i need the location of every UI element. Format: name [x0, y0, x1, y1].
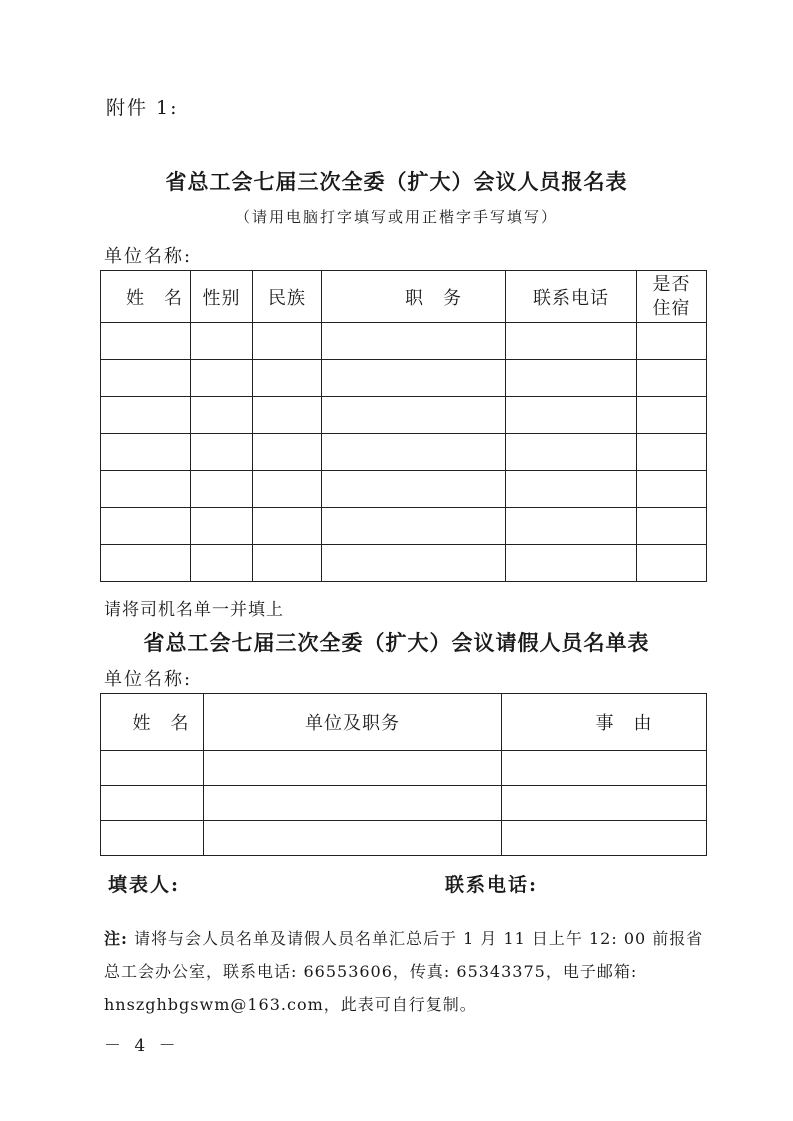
form2-unit-label: 单位名称: [104, 669, 193, 690]
form1-subtitle: （请用电脑打字填写或用正楷字手写填写） [234, 208, 558, 226]
registration-cell[interactable] [253, 434, 322, 471]
registration-row [101, 323, 707, 360]
registration-cell[interactable] [322, 434, 506, 471]
leave-cell[interactable] [204, 786, 502, 821]
leave-row [101, 751, 707, 786]
registration-cell[interactable] [322, 471, 506, 508]
registration-cell[interactable] [506, 434, 637, 471]
registration-cell[interactable] [101, 508, 191, 545]
header-unit-position: 单位及职务 [204, 694, 502, 751]
remark-text: 请将与会人员名单及请假人员名单汇总后于 1 月 11 日上午 12: 00 前报省总工会办公室，联系电话: 66553606，传真: 65343375，电子邮箱: hnszghbgswm@163.com，此表可自行复制。 [104, 929, 704, 1014]
registration-cell[interactable] [322, 360, 506, 397]
registration-cell[interactable] [191, 434, 253, 471]
registration-cell[interactable] [506, 360, 637, 397]
registration-cell[interactable] [191, 397, 253, 434]
registration-header-row [101, 271, 707, 323]
registration-cell[interactable] [253, 545, 322, 582]
header-accommodation-line2: 住宿 [652, 297, 691, 319]
registration-row [101, 545, 707, 582]
leave-cell[interactable] [204, 751, 502, 786]
registration-cell[interactable] [101, 360, 191, 397]
filler-label: 填表人: [108, 874, 181, 896]
leave-cell[interactable] [502, 786, 707, 821]
registration-cell[interactable] [506, 508, 637, 545]
leave-row [101, 821, 707, 856]
header-name: 姓 名 [101, 694, 204, 751]
leave-cell[interactable] [502, 751, 707, 786]
form2-title: 省总工会七届三次全委（扩大）会议请假人员名单表 [143, 630, 650, 655]
registration-cell[interactable] [101, 397, 191, 434]
registration-cell[interactable] [637, 323, 707, 360]
leave-row [101, 786, 707, 821]
registration-cell[interactable] [101, 323, 191, 360]
registration-cell[interactable] [637, 471, 707, 508]
registration-row [101, 397, 707, 434]
leave-header-row [101, 694, 707, 751]
registration-cell[interactable] [322, 323, 506, 360]
registration-row [101, 360, 707, 397]
registration-cell[interactable] [322, 508, 506, 545]
header-gender: 性别 [191, 271, 253, 323]
header-phone: 联系电话 [506, 271, 637, 323]
registration-cell[interactable] [322, 397, 506, 434]
registration-cell[interactable] [191, 323, 253, 360]
registration-row [101, 471, 707, 508]
registration-cell[interactable] [191, 545, 253, 582]
header-accommodation [637, 271, 707, 323]
leave-cell[interactable] [502, 821, 707, 856]
contact-phone-label: 联系电话: [445, 874, 539, 896]
driver-note: 请将司机名单一并填上 [104, 600, 284, 620]
registration-cell[interactable] [253, 471, 322, 508]
form1-unit-label: 单位名称: [104, 246, 193, 267]
registration-cell[interactable] [101, 434, 191, 471]
registration-cell[interactable] [253, 360, 322, 397]
registration-cell[interactable] [322, 545, 506, 582]
remark [104, 922, 704, 1021]
attachment-label: 附件 1: [106, 97, 179, 119]
header-name: 姓 名 [101, 271, 191, 323]
registration-cell[interactable] [506, 545, 637, 582]
leave-cell[interactable] [101, 786, 204, 821]
registration-cell[interactable] [506, 323, 637, 360]
remark-label: 注: [104, 929, 128, 948]
registration-row [101, 508, 707, 545]
registration-cell[interactable] [637, 545, 707, 582]
header-reason: 事 由 [502, 694, 707, 751]
header-ethnicity: 民族 [253, 271, 322, 323]
registration-cell[interactable] [637, 360, 707, 397]
leave-cell[interactable] [101, 751, 204, 786]
registration-cell[interactable] [637, 508, 707, 545]
registration-cell[interactable] [637, 397, 707, 434]
leave-table [100, 693, 707, 856]
header-position: 职 务 [322, 271, 506, 323]
leave-cell[interactable] [204, 821, 502, 856]
registration-cell[interactable] [637, 434, 707, 471]
page-number: － 4 － [104, 1036, 180, 1056]
registration-cell[interactable] [253, 397, 322, 434]
header-accommodation-line1: 是否 [652, 273, 691, 295]
registration-cell[interactable] [253, 323, 322, 360]
registration-cell[interactable] [191, 360, 253, 397]
registration-cell[interactable] [191, 471, 253, 508]
registration-cell[interactable] [191, 508, 253, 545]
leave-cell[interactable] [101, 821, 204, 856]
registration-row [101, 434, 707, 471]
form1-title: 省总工会七届三次全委（扩大）会议人员报名表 [165, 169, 628, 194]
registration-table [100, 270, 707, 582]
registration-cell[interactable] [506, 397, 637, 434]
registration-cell[interactable] [506, 471, 637, 508]
registration-cell[interactable] [101, 471, 191, 508]
registration-cell[interactable] [253, 508, 322, 545]
registration-cell[interactable] [101, 545, 191, 582]
